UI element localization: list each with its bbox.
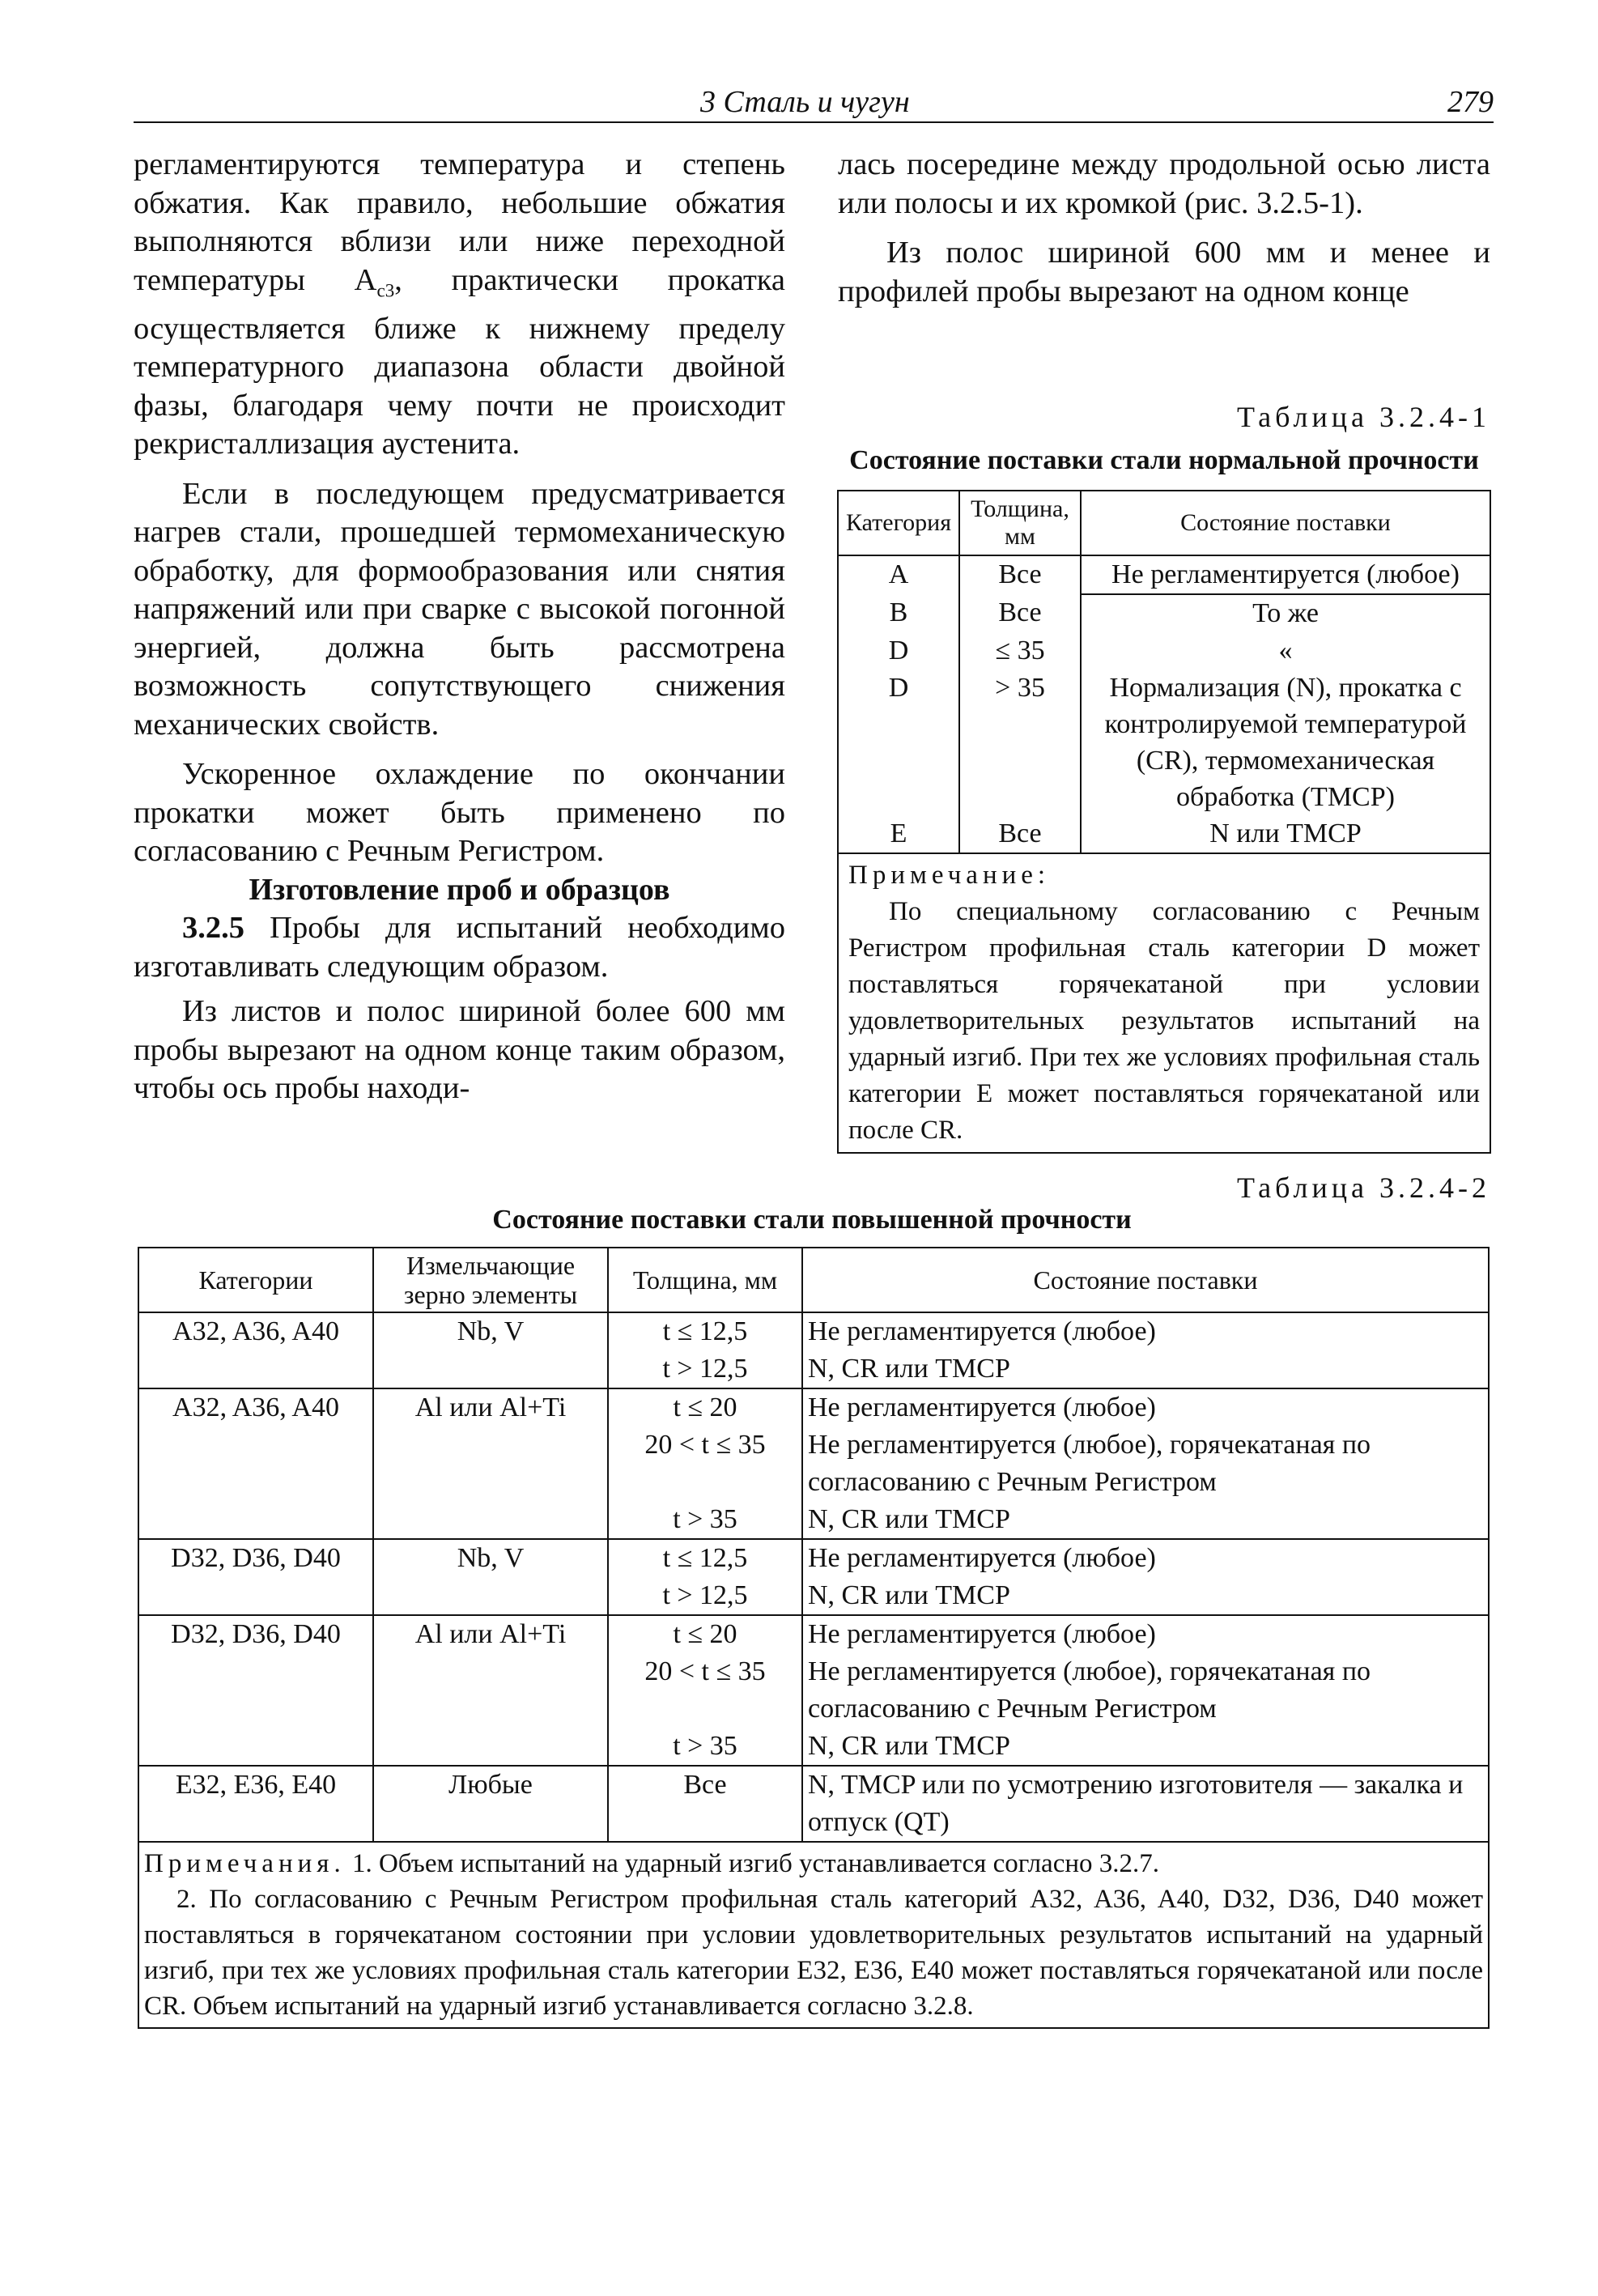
section-heading: Изготовление проб и образцов xyxy=(249,872,670,907)
note-text: 1. Объем испытаний на ударный изгиб устанавливается согласно 3.2.7. xyxy=(345,1849,1159,1878)
table-row: E32, E36, E40 Любые Все N, TMCP или по усмотрению изготовителя — закалка и отпуск (QT) xyxy=(138,1766,1489,1842)
page-number: 279 xyxy=(1447,85,1494,119)
table-note-row xyxy=(138,1842,1489,2028)
table-note-row xyxy=(838,853,1490,1153)
column-header: Толщина, мм xyxy=(608,1248,802,1312)
paragraph: Из полос шириной 600 мм и менее и профилей пробы вырезают на одном конце xyxy=(838,236,1490,308)
table-row: t > 35 N, CR или TMCP xyxy=(138,1501,1489,1539)
note-label: Примечание: xyxy=(848,861,1051,890)
table-header-row xyxy=(138,1248,1489,1312)
note-text: 2. По согласованию с Речным Регистром профильная сталь категорий A32, A36, A40, D32, D36, D40 может поставляться в горячекатаном состоянии при условии удовлетворительных результатов испытаний на ударный изгиб, при тех же условиях профильная сталь категории E32, E36, E40 может поставляться горячекатаной или после CR. Объем испытаний на ударный изгиб устанавливается согласно 3.2.8. xyxy=(144,1885,1483,2021)
table-row: E Все N или TMCP xyxy=(838,815,1490,853)
table-row: t > 35 N, CR или TMCP xyxy=(138,1728,1489,1766)
table1 xyxy=(837,490,1491,1154)
paragraph: лась посередине между продольной осью листа или полосы и их кромкой (рис. 3.2.5-1). xyxy=(838,147,1490,220)
table-row: t > 12,5 N, CR или TMCP xyxy=(138,1577,1489,1615)
paragraph: 3.2.5 Пробы для испытаний необходимо изготавливать следующим образом. xyxy=(134,911,785,984)
table-row: 20 < t ≤ 35 Не регламентируется (любое), горячекатаная по согласованию с Речным Регистром xyxy=(138,1653,1489,1728)
table-row: D32, D36, D40 Al или Al+Ti t ≤ 20 Не регламентируется (любое) xyxy=(138,1615,1489,1653)
paragraph: Ускоренное охлаждение по окончании прокатки может быть применено по согласованию с Речным Регистром. xyxy=(134,757,785,869)
column-header: Состояние поставки xyxy=(802,1248,1489,1312)
column-header: Толщина, мм xyxy=(959,491,1081,555)
running-header xyxy=(134,84,1494,123)
table-row: A Все Не регламентируется (любое) xyxy=(838,555,1490,594)
note-line xyxy=(144,1846,1483,1881)
table-row: 20 < t ≤ 35 Не регламентируется (любое), горячекатаная по согласованию с Речным Регистром xyxy=(138,1426,1489,1501)
table1-title: Состояние поставки стали нормальной прочности xyxy=(849,445,1479,475)
table-row: D > 35 Нормализация (N), прокатка с контролируемой температурой (CR), термомеханическая обработка (TMCP) xyxy=(838,670,1490,815)
column-header: Категория xyxy=(838,491,959,555)
right-column xyxy=(838,146,1490,311)
paragraph: Из листов и полос шириной более 600 мм пробы вырезают на одном конце таким образом, чтобы ось пробы находи- xyxy=(134,994,785,1106)
table-row: B Все То же xyxy=(838,594,1490,632)
table2-title: Состояние поставки стали повышенной прочности xyxy=(492,1205,1132,1235)
table2 xyxy=(138,1247,1490,2029)
paragraph: регламентируются температура и степень обжатия. Как правило, небольшие обжатия выполняются вблизи или ниже переходной температуры $A_{c3}$, практически прокатка осуществляется ближе к нижнему пределу температурного диапазона области двойной фазы, благодаря чему почти не происходит рекристаллизация аустенита. xyxy=(134,147,785,461)
table-row: t > 12,5 N, CR или TMCP xyxy=(138,1350,1489,1388)
table-row: D ≤ 35 « xyxy=(838,632,1490,670)
table-row: D32, D36, D40 Nb, V t ≤ 12,5 Не регламентируется (любое) xyxy=(138,1539,1489,1577)
chapter-title: 3 Сталь и чугун xyxy=(700,85,910,119)
column-header: Измельчающие зерно элементы xyxy=(373,1248,608,1312)
paragraph: Если в последующем предусматривается нагрев стали, прошедшей термомеханическую обработку, для формообразования или снятия напряжений или при сварке с высокой погонной энергией, должна быть рассмотрена возможность сопутствующего снижения механических свойств. xyxy=(134,476,785,742)
note-label: Примечания. xyxy=(144,1849,346,1878)
table2-caption: Таблица 3.2.4-2 xyxy=(1237,1171,1490,1204)
table-header-row xyxy=(838,491,1490,555)
left-column xyxy=(134,146,785,1108)
note-text: По специальному согласованию с Речным Регистром профильная сталь категории D может поставляться горячекатаной при условии удовлетворительных результатов испытаний на ударный изгиб. При тех же условиях профильная сталь категории E может поставляться горячекатаной или после CR. xyxy=(848,897,1480,1145)
table-row: A32, A36, A40 Al или Al+Ti t ≤ 20 Не регламентируется (любое) xyxy=(138,1388,1489,1426)
table-row: A32, A36, A40 Nb, V t ≤ 12,5 Не регламентируется (любое) xyxy=(138,1312,1489,1350)
table1-caption: Таблица 3.2.4-1 xyxy=(1237,401,1490,433)
column-header: Категории xyxy=(138,1248,373,1312)
column-header: Состояние поставки xyxy=(1081,491,1490,555)
